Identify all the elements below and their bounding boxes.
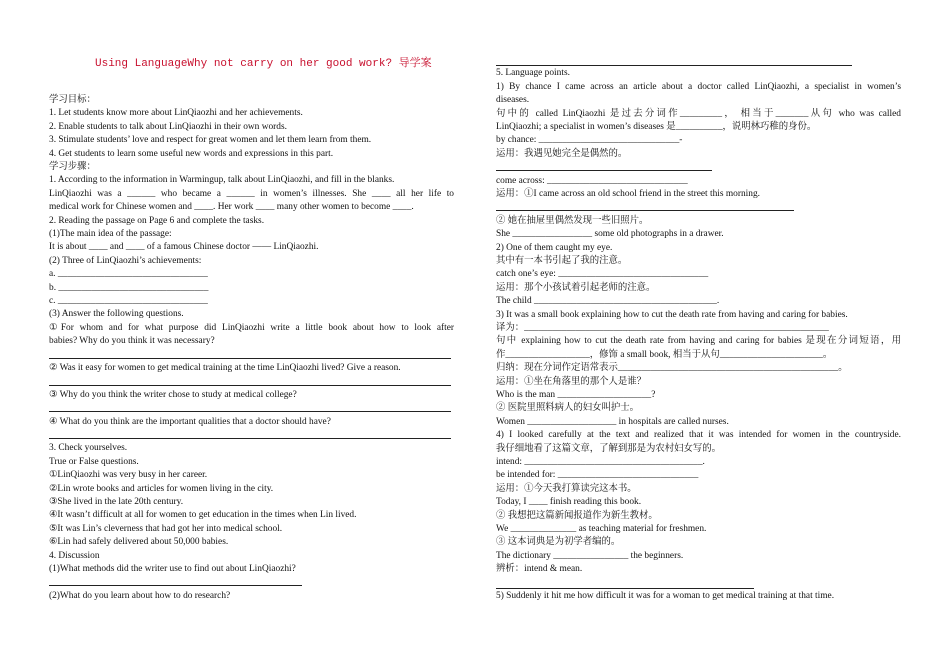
right-line: diseases. [496, 95, 530, 106]
right-line: Who is the man ____________________? [496, 390, 656, 400]
right-line: by chance: ______________________________- [496, 135, 683, 146]
left-line: (1)What methods did the writer use to find out about LinQiaozhi? [49, 564, 296, 574]
right-line: 译为：_________________________________________________________________ [496, 323, 829, 333]
answer-line [496, 170, 712, 171]
right-line: 5) Suddenly it hit me how difficult it was for a woman to get medical training at that time. [496, 591, 835, 601]
right-line: catch one’s eye: ________________________________ [496, 269, 709, 280]
left-line: ② Was it easy for women to get medical training at the time LinQiaozhi lived? Give a reason. [49, 363, 401, 373]
left-line: ④It wasn’t difficult at all for women to get education in the times when Lin lived. [49, 510, 357, 521]
right-line: intend: ______________________________________. [496, 457, 705, 467]
right-line: 5. Language points. [496, 68, 570, 79]
left-line: 3. Stimulate students’ love and respect for great women and let them learn from them. [49, 135, 372, 146]
right-line: ② 医院里照料病人的妇女叫护士。 [496, 403, 639, 414]
left-line: (2)What do you learn about how to do research? [49, 590, 231, 601]
answer-line [49, 585, 302, 586]
right-line: be intended for: ______________________________ [496, 470, 699, 481]
left-line: 1. According to the information in Warmingup, talk about LinQiaozhi, and fill in the blanks. [49, 175, 395, 186]
right-line: 句中 explaining how to cut the death rate from having and caring for babies 是现在分词短语，用 [496, 336, 901, 347]
answer-line [49, 438, 451, 439]
left-line: 学习目标： [49, 95, 96, 105]
worksheet-title: Using LanguageWhy not carry on her good work? 导学案 [95, 58, 432, 70]
right-line: She _________________ some old photographs in a drawer. [496, 229, 724, 240]
right-line: 1) By chance I came across an article about a doctor called LinQiaozhi, a specialist in women’s [496, 81, 901, 92]
left-line: 2. Enable students to talk about LinQiaozhi in their own words. [49, 121, 287, 132]
left-line: ⑥Lin had safely delivered about 50,000 babies. [49, 537, 229, 548]
right-line: 运用：我遇见她完全是偶然的。 [496, 148, 628, 159]
right-line: 3) It was a small book explaining how to cut the death rate from having and caring for babies. [496, 309, 848, 320]
left-line: ①LinQiaozhi was very busy in her career. [49, 470, 208, 481]
left-line: 4. Discussion [49, 550, 100, 561]
left-line: a. ________________________________ [49, 269, 208, 280]
left-line: c. ________________________________ [49, 296, 208, 306]
left-line: 4. Get students to learn some useful new words and expressions in this part. [49, 148, 334, 159]
answer-line [49, 385, 451, 386]
right-line: ② 她在抽屉里偶然发现一些旧照片。 [496, 215, 649, 226]
answer-line [49, 358, 451, 359]
answer-line [496, 210, 794, 211]
left-line: ③She lived in the late 20th century. [49, 497, 184, 507]
left-line: LinQiaozhi was a ______ who became a ______ in women’s illnesses. She ____ all her life to [49, 188, 454, 199]
right-line: 我仔细地看了这篇文章，了解到那是为农村妇女写的。 [496, 443, 722, 454]
right-line: 2) One of them caught my eye. [496, 242, 613, 253]
left-line: It is about ____ and ____ of a famous Chinese doctor —— LinQiaozhi. [49, 242, 319, 253]
right-line: Today, I ____ finish reading this book. [496, 497, 642, 508]
left-line: ⑤It was Lin’s cleverness that had got her into medical school. [49, 523, 283, 534]
left-line: medical work for Chinese women and ____. Her work ____ many other women to become ____. [49, 202, 414, 213]
left-line: ③ Why do you think the writer chose to study at medical college? [49, 389, 297, 400]
right-line: 句中的 called LinQiaozhi 是过去分词作_________， 相当于_______从句 who was called [496, 108, 901, 119]
right-line: 归纳：现在分词作定语常表示_______________________________________________。 [496, 363, 848, 374]
right-line: Women ___________________ in hospitals are called nurses. [496, 416, 729, 427]
left-line: ④ What do you think are the important qualities that a doctor should have? [49, 416, 331, 427]
right-line: 运用：那个小孩试着引起老师的注意。 [496, 282, 656, 293]
answer-line [496, 588, 754, 589]
answer-line [49, 411, 451, 412]
right-line: 运用：①今天我打算读完这本书。 [496, 483, 637, 494]
right-line: LinQiaozhi; a specialist in women’s diseases 是__________，说明林巧稚的身份。 [496, 122, 817, 132]
right-line: ② 我想把这篇新闻报道作为新生教材。 [496, 510, 658, 521]
left-line: 学习步骤： [49, 162, 96, 172]
left-line: babies? Why do you think it was necessary? [49, 336, 215, 347]
right-line: The dictionary ________________ the beginners. [496, 550, 684, 561]
left-line: 2. Reading the passage on Page 6 and complete the tasks. [49, 215, 265, 226]
right-line: 作__________________，修饰 a small book, 相当于从句______________________。 [496, 349, 833, 360]
right-line: 辨析：intend & mean. [496, 564, 583, 575]
right-line: come across: ______________________________ [496, 175, 688, 186]
left-line: ②Lin wrote books and articles for women living in the city. [49, 483, 274, 494]
left-line: ①For whom and for what purpose did LinQiaozhi write a little book about how to look after [49, 322, 454, 333]
right-line: 运用：①坐在角落里的那个人是谁？ [496, 376, 647, 387]
right-line: 4) I looked carefully at the text and realized that it was intended for women in the countryside. [496, 430, 901, 441]
right-line: ③ 这本词典是为初学者编的。 [496, 537, 621, 548]
right-line: The child _______________________________________. [496, 296, 720, 307]
answer-line [496, 65, 852, 66]
right-line: 运用：①I came across an old school friend in the street this morning. [496, 189, 761, 199]
left-line: b. ________________________________ [49, 282, 209, 293]
left-line: True or False questions. [49, 456, 139, 467]
left-line: (2) Three of LinQiaozhi’s achievements: [49, 255, 202, 266]
right-line: 其中有一本书引起了我的注意。 [496, 256, 628, 266]
right-line: We ______________ as teaching material for freshmen. [496, 524, 707, 534]
left-line: 3. Check yourselves. [49, 443, 128, 454]
left-line: (1)The main idea of the passage: [49, 229, 172, 239]
left-line: (3) Answer the following questions. [49, 309, 184, 320]
left-line: 1. Let students know more about LinQiaozhi and her achievements. [49, 108, 303, 119]
